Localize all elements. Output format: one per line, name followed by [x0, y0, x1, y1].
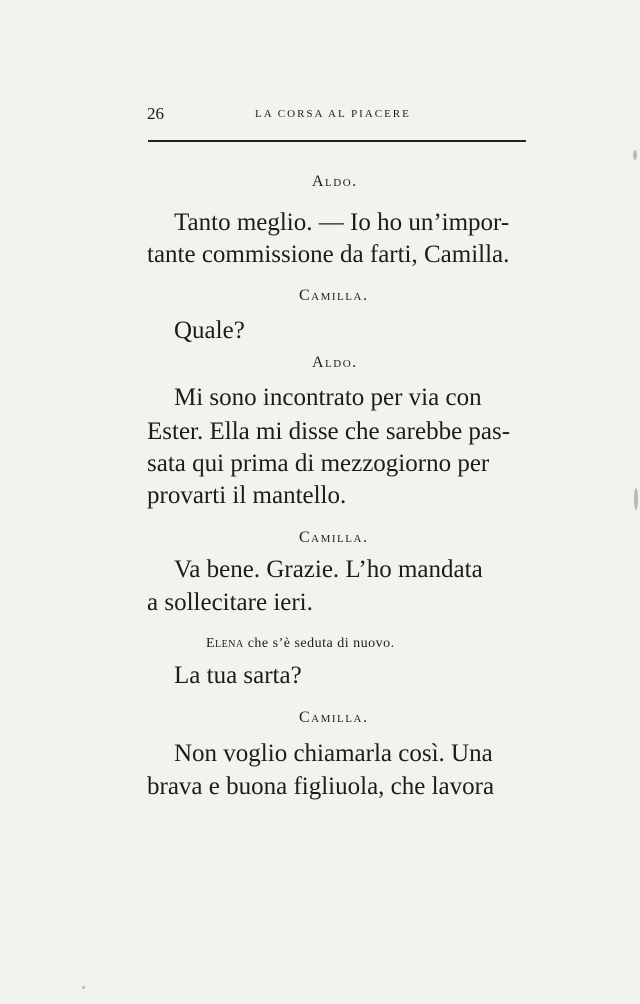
speech-line: Tanto meglio. — Io ho un’impor- [174, 209, 510, 236]
speaker-label: Camilla. [299, 709, 369, 726]
stage-direction-speaker: Elena [206, 636, 244, 651]
stage-direction-text: che s’è seduta di nuovo. [247, 636, 395, 651]
paper-speck [633, 150, 637, 160]
speech-line: Ester. Ella mi disse che sarebbe pas- [147, 418, 511, 445]
speech-line: a sollecitare ieri. [147, 589, 313, 616]
stage-direction [206, 636, 395, 652]
speaker-label: Aldo. [312, 354, 358, 371]
speech-line: Va bene. Grazie. L’ho mandata [174, 556, 483, 583]
speaker-label: Camilla. [299, 287, 369, 304]
speech-line: Non voglio chiamarla così. Una [174, 740, 493, 767]
page-header [147, 104, 527, 128]
speech-line: La tua sarta? [174, 662, 302, 689]
header-rule [148, 140, 526, 142]
speech-line: Mi sono incontrato per via con [174, 384, 482, 411]
speech-line: sata qui prima di mezzogiorno per [147, 450, 490, 477]
paper-speck [634, 488, 638, 510]
speaker-label: Aldo. [312, 173, 358, 190]
running-title: LA CORSA AL PIACERE [255, 108, 411, 120]
speech-line: provarti il mantello. [147, 482, 347, 509]
paper-speck [82, 986, 85, 989]
page-number: 26 [147, 104, 164, 123]
speaker-label: Camilla. [299, 529, 369, 546]
speech-line: brava e buona figliuola, che lavora [147, 773, 495, 800]
speech-line: tante commissione da farti, Camilla. [147, 241, 510, 268]
speech-line: Quale? [174, 317, 245, 344]
